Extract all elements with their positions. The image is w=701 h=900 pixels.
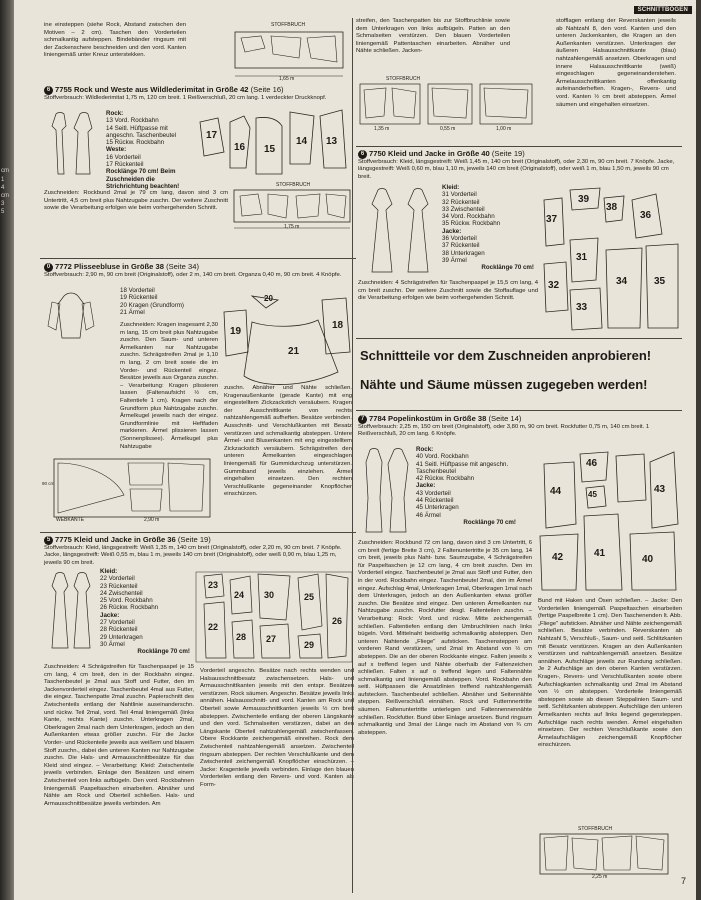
piece-number: 36 — [640, 210, 652, 221]
page-number: 7 — [680, 876, 686, 886]
section-title: 0 7772 Plisseebluse in Größe 38 (Seite 34) — [44, 262, 354, 272]
top-far-text-block: stofflagen entlang der Reverskanten jeweils ab Nahtzahl 8, den vord. Kanten und den unteren Jackenkanten, die Kragen an den Außenkanten verstürzen. Unterkragen der äußeren Halsausschnittkante (blau) nahtzahlengemäß ansetzen. Oberkragen und innere Halsausschnittkante (weiß) eingeschlagen gegeneinanderstehen. Ärmelausschnittkanten offenkantig aufeinanderheften. Kragen-, Revers- und vord. Kanten ½ cm breit absteppen. Ärmel säumen und eingehalten einsetzen. — [556, 18, 676, 108]
zuschneiden-7750: Zuschneiden: 4 Schrägstreifen für Taschenpaspel je 15,5 cm lang, 4 cm breit zuschn. Der weitere Zuschnitt sowie die Stoffauflage und die Verarbeitung erfolgen wie beim vorhergehenden Schnitt. — [358, 280, 538, 302]
part-item: 20 Kragen (Grundform) — [120, 301, 184, 309]
part-item: 46 Ärmel — [416, 511, 441, 519]
piece-number: 42 — [552, 552, 564, 563]
diagram-label: STOFFBRUCH — [271, 22, 306, 28]
part-item: 28 Rückenteil — [100, 626, 138, 634]
piece-number: 19 — [230, 326, 242, 337]
part-item: 24 Zwischenteil — [100, 589, 143, 597]
layout-7772 — [44, 455, 214, 527]
piece-number: 24 — [234, 590, 245, 600]
piece-number: 38 — [606, 202, 618, 213]
intro-text: ine einsteppen (siehe Rock, Abstand zwischen den Motiven – 2 cm). Taschen den Vorderteilen schmalkantig aufsteppen. Bindebänder ringsum mit der Zackenschere beschneiden und den vord. Kanten liniengemäß unter Kreuz unterstekken. — [44, 22, 186, 59]
circle-number-icon: 5 — [44, 536, 53, 545]
part-item: 25 Vord. Rockbahn — [100, 597, 153, 605]
piece-number: 46 — [586, 458, 598, 469]
piece-number: 15 — [264, 144, 276, 155]
part-item: 18 Vorderteil — [120, 287, 155, 294]
diagram-label: STOFFBRUCH — [276, 182, 311, 188]
stoffverbrauch: Stoffverbrauch: Kleid, längsgestreift: Weiß 1,45 m, 140 cm breit (Originalstoff), oder 2,30 m, 90 cm breit. 7 Knöpfe. Jacke, längsgestreift: Weiß 0,60 m, blau 1,10 m, jeweils 140 cm breit (Originalstoff), oder weiß 1 m, blau 1,50 m, jeweils 90 cm breit. — [358, 159, 675, 180]
part-item: 29 Unterkragen — [100, 633, 143, 641]
part-item: 41 Seitl. Hüftpasse mit angeschn. Taschenbeutel — [416, 460, 509, 475]
circle-number-icon: 6 — [358, 150, 367, 159]
part-item: 33 Zwischenteil — [442, 205, 485, 213]
layout-7784 — [538, 826, 672, 882]
section-title: 6 7750 Kleid und Jacke in Größe 40 (Seite 19) — [358, 149, 682, 159]
slogan-block — [360, 348, 682, 392]
part-item: 17 Rückenteil — [106, 161, 144, 169]
part-item: 31 Vorderteil — [442, 191, 477, 199]
diagram-width: 1,35 m — [374, 126, 390, 132]
section-divider — [356, 146, 682, 147]
figure-7772 — [44, 290, 114, 340]
piece-number: 20 — [264, 294, 273, 303]
part-item: 22 Vorderteil — [100, 575, 135, 583]
parts-7775: Kleid: 22 Vorderteil 23 Rückenteil 24 Zwischenteil 25 Vord. Rockbahn 26 Rückw. Rockbahn Jacke: 27 Vorderteil 28 Rückenteil 29 Unterkragen 30 Ärmel Rocklänge 70 cm! — [100, 568, 190, 656]
section-divider — [40, 258, 356, 259]
pattern-pieces-7784 — [534, 444, 682, 594]
part-item: 16 Vorderteil — [106, 153, 141, 161]
piece-number: 44 — [550, 486, 562, 497]
piece-number: 37 — [546, 214, 558, 225]
circle-number-icon: 6 — [44, 86, 53, 95]
edge-mark: 3 — [1, 201, 5, 207]
part-item: 38 Unterkragen — [442, 249, 485, 257]
edge-mark: cm — [1, 193, 9, 199]
section-title: 6 7755 Rock und Weste aus Wildlederimitat in Größe 42 (Seite 16) — [44, 85, 354, 95]
part-item: 39 Ärmel — [442, 256, 467, 264]
schnittbogen-badge — [634, 6, 692, 14]
section-7772 — [44, 262, 354, 279]
neighbor-page-edge — [0, 0, 14, 900]
piece-number: 41 — [594, 548, 606, 559]
part-item: 15 Rückw. Rockbahn — [106, 139, 165, 147]
figure-7784 — [358, 446, 414, 536]
part-item: 45 Unterkragen — [416, 504, 459, 512]
piece-number: 13 — [326, 136, 338, 147]
stoffverbrauch: Stoffverbrauch: Kleid, längsgestreift: Weiß 1,35 m, 140 cm breit (Originalstoff), oder 2,20 m, 90 cm breit. 7 Knöpfe. Jacke, längsgestreift: Weiß 0,55 m, blau 1 m, jeweils 140 cm breit (Originalstoff), oder weiß 0,90 m, blau 1,25 m, jeweils 90 cm breit. — [44, 545, 342, 566]
section-title: 7 7784 Popelinkostüm in Größe 38 (Seite 14) — [358, 414, 682, 424]
edge-mark: cm — [1, 168, 9, 174]
part-item: 13 Vord. Rockbahn — [106, 117, 159, 125]
diagram-height: 90 cm — [42, 481, 55, 486]
part-item: 36 Vorderteil — [442, 235, 477, 243]
part-item: 30 Ärmel — [100, 640, 125, 648]
edge-mark: 1 — [1, 177, 5, 183]
section-title: 5 7775 Kleid und Jacke in Größe 36 (Seite 19) — [44, 535, 354, 545]
piece-number: 26 — [332, 616, 343, 626]
part-item: 34 Vord. Rockbahn — [442, 213, 495, 221]
zuschneiden-7784: Zuschneiden: Rockbund 72 cm lang, davon sind 3 cm Untertritt, 6 cm breit (fertige Breite 3 cm), 2 Faltenuntertritte je 35 cm lang, 14 cm breit, jeweils plus Naht- bzw. Saumzugabe, 4 Schrägstreifen für Paspeltaschen je 12 cm lang, 4 cm breit zuschn. Den im Vorderteil eingez. Taschenbeutel je 2mal aus Stoff und Futter, den in der vord. Rockbahn eingez. Taschenbeutel 2mal, den im Ärmel eingez. Aufschlag 4mal, Unterkragen 1mal, Oberkragen 1mal nach dem Unterkragen, jedoch an den Außenkanten etwas größer zuschn. Die Besätze sind eingez. Den unteren Ärmelkanten nur Nahtzugabe zuschn. Rockfutter desgl. Faltenteilen zuschn. – Verarbeitung: Rock: Vord. und rückw. Mitte zeichengemäß schließen. Faltentiefen entlang den Umbruchlinien nach links bügeln. Vord. Mittelnaht beidseitig schmalkantig absteppen. Den unteren Nahtende „Fliege" aufsticken. Taschensteppen am vorderen Rand verstürzen, und 2mal im Abstand von ½ cm absteppen. Die an der oberen Rockkante eingez. Falten jeweils x auf x treffend legen und Nähte oberhalb der Faltenzeichen schließen. Falten x auf o treffend legen und Faltennähte schmalkantig und liniengemäß absteppen. Vord. Rockbahn den seitl. Hüftpassen die Ansatzlinien treffend nahtzahlengemäß aufstecken. Taschenbeutel schließen. Abnäher und Seitennähte steppen. Reißverschluß einnähen. Rock und Futternnertritte säumen. Faltenuntertritte unterlegen und Faltennennennähte schließen. Rockfutter. Bund über Einlage ansetzen. Bund ringsum schmalkantig und 3mal der Länge nach im Abstand von ¾ cm absteppen. — [358, 540, 532, 736]
parts-7750: Kleid: 31 Vorderteil 32 Rückenteil 33 Zwischenteil 34 Vord. Rockbahn 35 Rückw. Rockbahn Jacke: 36 Vorderteil 37 Rückenteil 38 Unterkragen 39 Ärmel Rocklänge 70 cm! — [442, 184, 534, 272]
piece-number: 21 — [288, 346, 300, 357]
part-item: 27 Vorderteil — [100, 619, 135, 627]
diagram-label: STOFFBRUCH — [386, 76, 421, 82]
part-item: 32 Rückenteil — [442, 198, 480, 206]
piece-number: 14 — [296, 136, 308, 147]
pattern-pieces-7750 — [540, 180, 682, 332]
piece-number: 33 — [576, 302, 588, 313]
continued-7775: Vorderteil angeschn. Besätze nach rechts wenden und Halsausschnittbesatz zwischensetzen. Hals- und Armausschnittkanten jeweils mit den entspr. Besätzen verstürzen. Rock säumen. Angeschn. Besätze jeweils links annähen. Halsausschnitt- und vord. Kanten am Rock und Oberteil sowie Armausschnittkanten jeweils ½ cm breit absteppen. Zwischenteile entlang der oberen Längskante und den vord. Schmalseiten verstürzen, dabei an den Längskante Oberteil nahtzahlengemäß zwischenfassen. Obere Rockkante zeichengemäß einreihen. Rock dem Zwischenteil nahtzahlengemäß ansetzen. Zwischenteil ringsum absteppen. Der rechten Verschlußkante und dem Zwischenteil zeichengemäß Knopflöcher einschürzen. – Jacke: Kragenteile jeweils verbinden. Einlage den blauen Vorderteilen entlang den Revers- und vord. Kanten als Form- — [200, 668, 354, 788]
rocklaenge: Rocklänge 70 cm! — [463, 518, 516, 526]
part-item: 19 Rückenteil — [120, 294, 158, 302]
part-item: 37 Rückenteil — [442, 242, 480, 250]
stoffverbrauch: Stoffverbrauch: 2,90 m, 90 cm breit (Originalstoff), oder 2 m, 140 cm breit. Organza 0,40 m, 90 cm breit. 4 Knöpfe. — [44, 272, 342, 278]
zuschneiden-7772: Zuschneiden: Kragen insgesamt 2,30 m lang, 15 cm breit plus Nahtzugabe zuschn. Den Saum- und unteren Ärmelkanten nur Nahtzugabe zuschn. Schrägstreifen 2mal je 1,10 m lang, 2 cm breit sowie die im Vorder- und Rückenteil eingez. Besätze jeweils aus Organza zuschn. – Verarbeitung: Kragen plissieren lassen (Faltenaufsicht ½ cm, Faltentiefe 1 cm). Kragen nach der Grundform plus Nahtzugabe zuschn. Ärmelkugel jeweils nach der eingez. Grundformlinie mit Heftfaden markieren. Ärmel plissieren lassen (Sonnenplissee). Ärmelkugel plus Nahtzugabe — [120, 322, 218, 450]
rocklaenge: Rocklänge 70 cm! Beim Zuschneiden die Strichrichtung beachten! — [106, 168, 180, 190]
diagram-label: STOFFBRUCH — [578, 826, 613, 832]
piece-number: 22 — [208, 622, 219, 632]
piece-number: 31 — [576, 252, 588, 263]
section-divider — [40, 532, 356, 533]
part-item: 35 Rückw. Rockbahn — [442, 220, 501, 228]
slogan: Nähte und Säume müssen zugegeben werden! — [360, 377, 648, 392]
section-7775 — [44, 535, 354, 567]
figure-7750 — [358, 186, 440, 276]
section-7784 — [358, 414, 682, 439]
piece-number: 16 — [234, 142, 246, 153]
zuschneiden-7755: Zuschneiden: Rockbund 2mal je 79 cm lang, davon sind 3 cm Untertritt, 4,5 cm breit plus Nahtzugabe zuschn. Der weitere Zuschnitt sowie die Verarbeitung erfolgen wie beim vorhergehenden Schnitt. — [44, 190, 228, 212]
rocklaenge: Rocklänge 70 cm! — [137, 648, 190, 656]
top-right-text-block: streifen, den Taschenpatten bis zur Stoffbruchlinie sowie dem Unterkragen von links aufbügeln. Patten an den Schmalseiten verstürzen. Den blauen Vorderteilen liniengemäß Pattentaschen einarbeiten. Abnäher und Nähte schließen. Jacken- — [356, 18, 510, 55]
intro-block — [44, 22, 186, 60]
pattern-pieces-7775 — [194, 566, 354, 666]
piece-number: 45 — [588, 490, 597, 499]
part-item: 42 Rückw. Rockbahn — [416, 475, 475, 483]
stoffverbrauch: Stoffverbrauch: 2,25 m, 150 cm breit (Originalstoff), oder 3,80 m, 90 cm breit. Rockfutter 0,75 m, 140 cm breit. 1 Reißverschluß, 20 cm lang. 6 Knöpfe. — [358, 424, 650, 438]
diagram-width: 2,25 m — [592, 874, 608, 880]
part-item: 40 Vord. Rockbahn — [416, 453, 469, 461]
part-item: 44 Rückenteil — [416, 497, 454, 505]
diagram-width: 2,90 m — [144, 517, 160, 523]
piece-number: 29 — [304, 640, 315, 650]
parts-7755: Rock: 13 Vord. Rockbahn 14 Seitl. Hüftpasse mit angeschn. Taschenbeutel 15 Rückw. Rockbahn Weste: 16 Vorderteil 17 Rückenteil Rocklänge 70 cm! Beim Zuschneiden die Strichrichtung beachten! — [106, 110, 194, 190]
section-7750 — [358, 149, 682, 181]
piece-number: 28 — [236, 632, 247, 642]
parts-7772 — [120, 287, 210, 316]
piece-number: 23 — [208, 580, 219, 590]
pattern-pieces-7755 — [196, 108, 351, 188]
diagram-width: 1,65 m — [279, 76, 295, 82]
badge-label: SCHNITTBOGEN — [637, 7, 688, 13]
diagram-width: 1,75 m — [284, 224, 300, 230]
section-7755 — [44, 85, 354, 102]
piece-number: 40 — [642, 554, 654, 565]
piece-number: 18 — [332, 320, 344, 331]
slogan: Schnittteile vor dem Zuschneiden anprobieren! — [360, 348, 652, 363]
diagram-label: WEBKANTE — [56, 517, 85, 523]
piece-number: 34 — [616, 276, 628, 287]
parts-7784: Rock: 40 Vord. Rockbahn 41 Seitl. Hüftpasse mit angeschn. Taschenbeutel 42 Rückw. Rockbahn Jacke: 43 Vorderteil 44 Rückenteil 45 Unterkragen 46 Ärmel Rocklänge 70 cm! — [416, 446, 516, 526]
diagram-width: 1,00 m — [496, 126, 512, 132]
piece-number: 27 — [266, 634, 277, 644]
continued-7784: Bund mit Haken und Ösen schließen. – Jacke: Den Vorderteilen liniengemäß Paspeltaschen einarbeiten (fertige Paspelbreite 1 cm). Den Taschenenden lt. Abb. „Fliege" aufsticken. Abnäher und Nähte zeichengemäß schließen. Besätze verbinden. Reverskanten ab Nahtzahl 5, Verschluß-, Saum- und seitl. Schlitzkanten mit Besatz verstürzen. Kragen an den Außenkanten verstürzen und nahtzahlengemäß ansetzen. Besätze annähen. Aufschläge jeweils zur Rundung schließen. Je 2 Aufschläge an den oberen Kanten verstürzen. Kragen-, Revers- und Verschlußkanten sowie obere Aufschlagkanten schmalkantig und 2mal im Abstand von ½ cm absteppen. Vorderteile liniengemäß absteppen sowie ab diesen Steppalinien Saum- und seitl. Schlitzkanten absteppen. Aufschläge den unteren Ärmelkanten rechts auf links liegend gegensteppen. Aufschläge nach rechts wenden. Ärmel eingehalten einsetzen. Der rechten Verschlußkante sowie den Ärmelaufschlägen zeichengemäß Knopflöcher einschürzen. — [538, 598, 682, 749]
magazine-page — [14, 0, 696, 900]
zuschneiden-7775: Zuschneiden: 4 Schrägstreifen für Taschenpaspel je 15 cm lang, 4 cm breit, den in der Rockbahn eingez. Taschenbeutel je 2mal aus Stoff und Futter, den im Jackenvorderteil eingez. Taschenbeutel 4mal aus Futter, die eingez. Taschenpatte 2mal zuschn. Papierschnitt des Zwischenteils entlang der Nahtlinie auseinanderschn. und rückw. Teil 2mal, vord. Teil 4mal liniengemäß (links Kante, rechts Kante) zuschn. Unterkragen 2mal, Oberkragen 2mal nach dem Unterkragen, jedoch an den Außenkanten etwas größer zuschn. Für die Jacke Vorder- und Rückenteile jeweils aus weißem und blauem Stoff zuschn., dabei den unteren Kanten nur Nahtzugabe zuschn. Die Hals- und Armausschnittbesätze für das Kleid sind eingez. – Verarbeitung: Kleid: Zwischenteile jeweils verbinden. Einlage den Besätzen und einem Zwischenteil von links aufbügeln. Den vord. Rockbahnen liniengemäß Paspeltaschen einarbeiten. Abnäher und Nähte am Rock und Oberteil schließen. Hals- und Armausschnittbesätze jeweils verbinden. Am — [44, 664, 194, 807]
top-right-diagram — [356, 76, 536, 138]
continued-7772: zuschn. Abnäher und Nähte schließen. Kragenaußenkante (gerade Kante) mit eng eingestelltem Zickzackstich versäubern. Kragen der Ausschnittkante von rechts nahtzahlengemäß aufheften. Besätze verbinden. Ausschnitt- und Verschlußkanten mit Besatz verstürzen und schmalkantig absteppen. Untere Ärmel- und Blusenkanten mit eng eingestelltem Zickzackstich versäubern. Schrägstreifen den unteren Ärmelkanten eingeschlagen liniengemäß für Gummidurchzug unterstürzen. Gummiband jeweils einziehen. Ärmel eingehalten einsetzen. Den rechten Verschlußkante gegeneinander Knopflöcher einschürzen. — [224, 385, 352, 498]
column-divider — [352, 18, 353, 893]
pattern-pieces-7772 — [222, 292, 354, 390]
circle-number-icon: 0 — [44, 263, 53, 272]
rocklaenge: Rocklänge 70 cm! — [481, 264, 534, 272]
top-layout-diagram — [231, 22, 351, 84]
figure-7755 — [44, 110, 100, 178]
section-divider — [356, 410, 682, 411]
part-item: 14 Seitl. Hüftpasse mit angeschn. Taschenbeutel — [106, 124, 177, 139]
edge-mark: 5 — [1, 209, 5, 215]
part-item: 21 Ärmel — [120, 308, 145, 316]
edge-mark: 4 — [1, 185, 5, 191]
piece-number: 30 — [264, 590, 275, 600]
piece-number: 39 — [578, 194, 590, 205]
piece-number: 35 — [654, 276, 666, 287]
part-item: 43 Vorderteil — [416, 489, 451, 497]
diagram-width: 0,55 m — [440, 126, 456, 132]
circle-number-icon: 7 — [358, 415, 367, 424]
figure-7775 — [44, 570, 96, 652]
piece-number: 32 — [548, 280, 560, 291]
piece-number: 25 — [304, 592, 315, 602]
piece-number: 17 — [206, 130, 218, 141]
section-divider — [356, 338, 682, 339]
part-item: 23 Rückenteil — [100, 582, 138, 590]
layout-7755 — [232, 184, 354, 232]
stoffverbrauch: Stoffverbrauch: Wildlederimitat 1,75 m, 120 cm breit. 1 Reißverschluß, 20 cm lang. 1 verdeckter Druckknopf. — [44, 95, 327, 101]
piece-number: 43 — [654, 484, 666, 495]
part-item: 26 Rückw. Rockbahn — [100, 604, 159, 612]
